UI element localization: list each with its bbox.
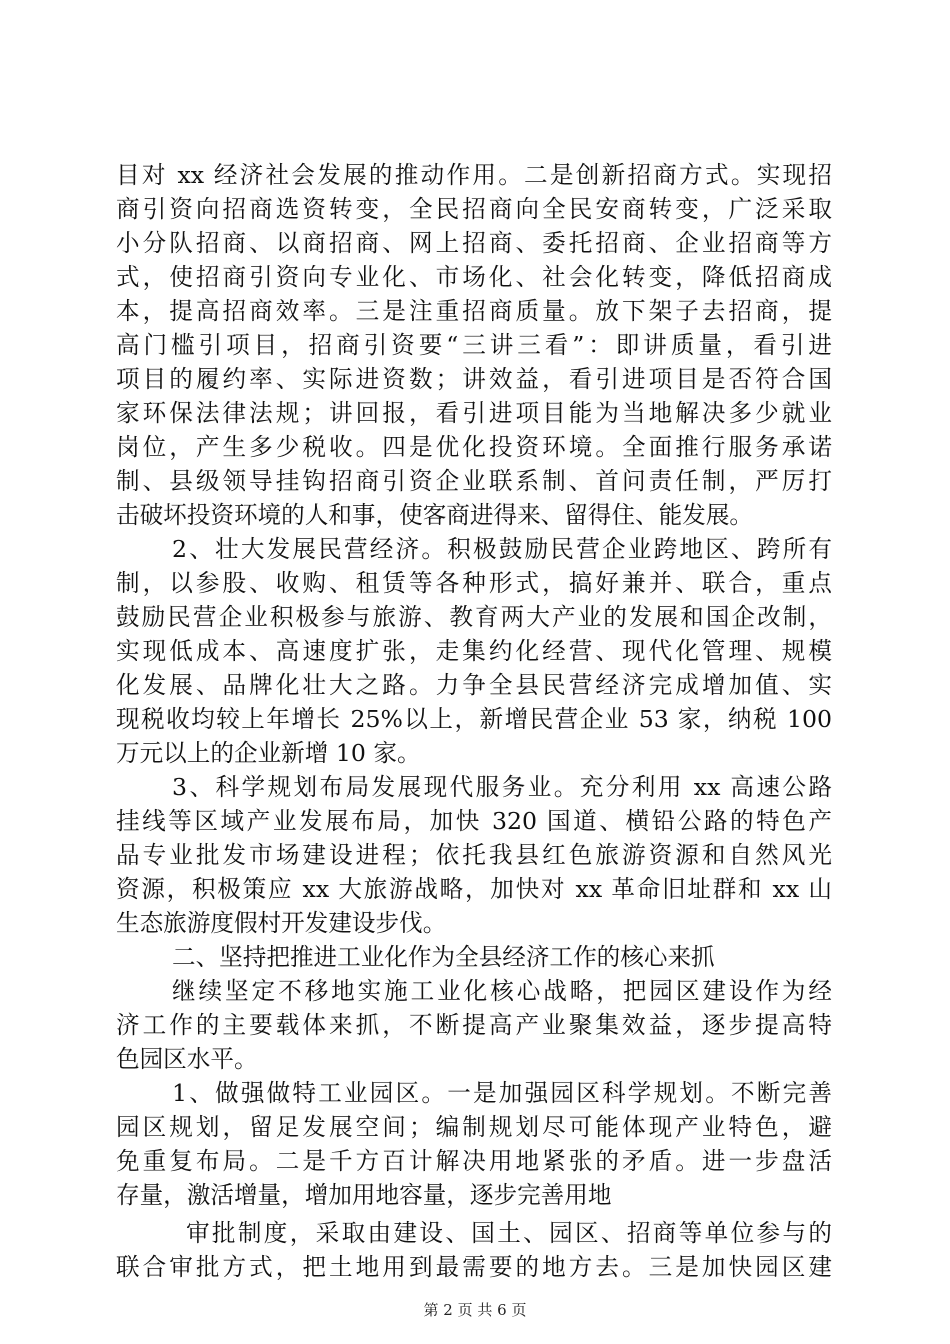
paragraph-start-line: 2、壮大发展民营经济。积极鼓励民营企业跨地区、跨所有 bbox=[172, 535, 832, 563]
body-text-line: 品专业批发市场建设进程；依托我县红色旅游资源和自然风光 bbox=[116, 841, 832, 869]
paragraph-start-line: 审批制度，采取由建设、国土、园区、招商等单位参与的 bbox=[186, 1219, 832, 1247]
body-text-line: 本，提高招商效率。三是注重招商质量。放下架子去招商，提 bbox=[116, 297, 832, 325]
body-text-line: 色园区水平。 bbox=[116, 1045, 258, 1073]
body-text-line: 式，使招商引资向专业化、市场化、社会化转变，降低招商成 bbox=[116, 263, 832, 291]
page-number-footer: 第 2 页 共 6 页 bbox=[423, 1301, 527, 1319]
body-text-line: 园区规划，留足发展空间；编制规划尽可能体现产业特色，避 bbox=[116, 1113, 832, 1141]
body-text-line: 鼓励民营企业积极参与旅游、教育两大产业的发展和国企改制， bbox=[116, 603, 832, 631]
body-text-line: 联合审批方式，把土地用到最需要的地方去。三是加快园区建 bbox=[116, 1253, 832, 1281]
body-text-line: 制，以参股、收购、租赁等各种形式，搞好兼并、联合，重点 bbox=[116, 569, 832, 597]
body-text-line: 资源，积极策应 xx 大旅游战略，加快对 xx 革命旧址群和 xx 山 bbox=[116, 875, 832, 903]
section-heading: 二、坚持把推进工业化作为全县经济工作的核心来抓 bbox=[172, 943, 715, 971]
body-text-line: 制、县级领导挂钩招商引资企业联系制、首问责任制，严厉打 bbox=[116, 467, 832, 495]
body-text-line: 高门槛引项目，招商引资要“三讲三看”：即讲质量，看引进 bbox=[116, 331, 832, 359]
body-text-line: 化发展、品牌化壮大之路。力争全县民营经济完成增加值、实 bbox=[116, 671, 832, 699]
body-text-line: 挂线等区域产业发展布局，加快 320 国道、横铅公路的特色产 bbox=[116, 807, 832, 835]
body-text-line: 济工作的主要载体来抓，不断提高产业聚集效益，逐步提高特 bbox=[116, 1011, 832, 1039]
body-text-line: 项目的履约率、实际进资数；讲效益，看引进项目是否符合国 bbox=[116, 365, 832, 393]
body-text-line: 商引资向招商选资转变，全民招商向全民安商转变，广泛采取 bbox=[116, 195, 832, 223]
body-text-line: 小分队招商、以商招商、网上招商、委托招商、企业招商等方 bbox=[116, 229, 832, 257]
body-text-line: 万元以上的企业新增 10 家。 bbox=[116, 739, 421, 767]
body-text-line: 实现低成本、高速度扩张，走集约化经营、现代化管理、规模 bbox=[116, 637, 832, 665]
body-text-line: 目对 xx 经济社会发展的推动作用。二是创新招商方式。实现招 bbox=[116, 161, 832, 189]
body-text-line: 击破坏投资环境的人和事，使客商进得来、留得住、能发展。 bbox=[116, 501, 754, 529]
paragraph-start-line: 3、科学规划布局发展现代服务业。充分利用 xx 高速公路 bbox=[172, 773, 832, 801]
body-text-line: 存量，激活增量，增加用地容量，逐步完善用地 bbox=[116, 1181, 612, 1209]
body-text-line: 生态旅游度假村开发建设步伐。 bbox=[116, 909, 447, 937]
body-text-line: 免重复布局。二是千方百计解决用地紧张的矛盾。进一步盘活 bbox=[116, 1147, 832, 1175]
paragraph-start-line: 1、做强做特工业园区。一是加强园区科学规划。不断完善 bbox=[172, 1079, 832, 1107]
body-text-line: 家环保法律法规；讲回报，看引进项目能为当地解决多少就业 bbox=[116, 399, 832, 427]
body-text-line: 岗位，产生多少税收。四是优化投资环境。全面推行服务承诺 bbox=[116, 433, 832, 461]
paragraph-start-line: 继续坚定不移地实施工业化核心战略，把园区建设作为经 bbox=[172, 977, 832, 1005]
body-text-line: 现税收均较上年增长 25%以上，新增民营企业 53 家，纳税 100 bbox=[116, 705, 832, 733]
